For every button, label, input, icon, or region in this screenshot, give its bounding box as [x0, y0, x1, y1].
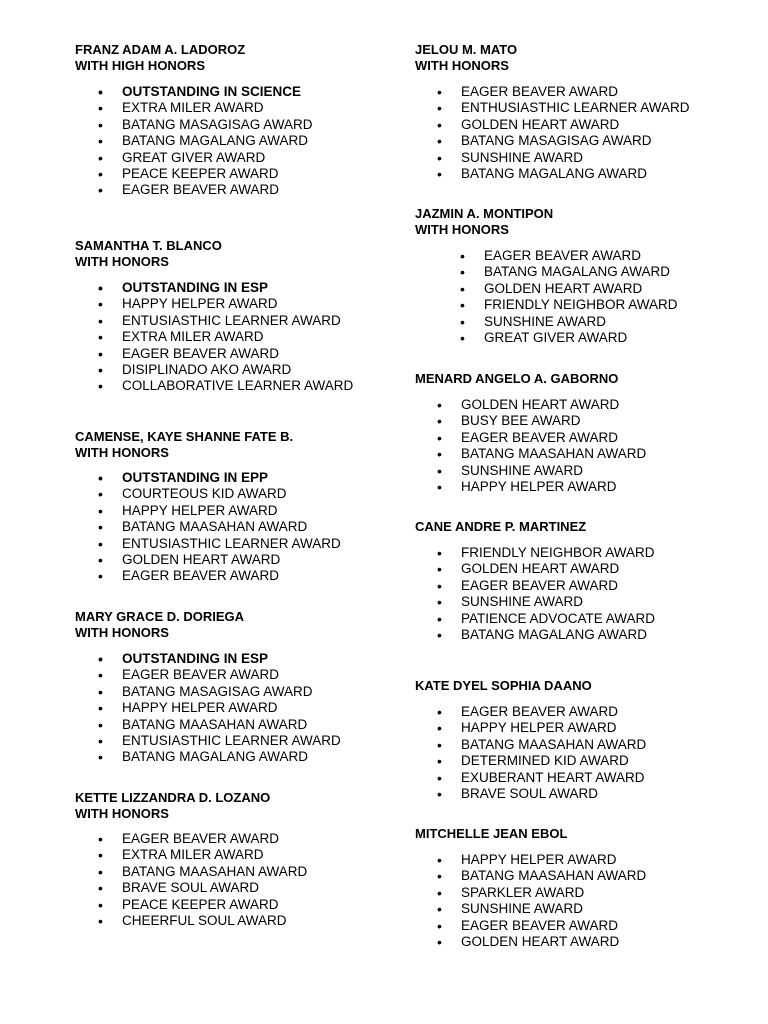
award-item: • EAGER BEAVER AWARD: [461, 84, 690, 100]
award-item: • BATANG MAGALANG AWARD: [122, 749, 341, 765]
award-item: • EAGER BEAVER AWARD: [122, 568, 341, 584]
student-name: MARY GRACE D. DORIEGA: [75, 609, 245, 624]
award-item: • SUNSHINE AWARD: [461, 463, 646, 479]
student-name: MITCHELLE JEAN EBOL: [415, 826, 568, 841]
student-entry: [75, 238, 222, 270]
special-award-item: • OUTSTANDING IN ESP: [122, 651, 341, 667]
award-item: • BATANG MASAGISAG AWARD: [461, 133, 690, 149]
award-item: • EXTRA MILER AWARD: [122, 100, 313, 116]
award-item: • BATANG MAASAHAN AWARD: [461, 868, 646, 884]
award-item: • DISIPLINADO AKO AWARD: [122, 362, 353, 378]
award-item: • EAGER BEAVER AWARD: [461, 578, 655, 594]
award-item: • PATIENCE ADVOCATE AWARD: [461, 611, 655, 627]
student-entry: [415, 678, 592, 694]
award-list: [122, 831, 307, 929]
honor-level: WITH HIGH HONORS: [75, 58, 205, 73]
award-item: • GREAT GIVER AWARD: [484, 330, 678, 346]
award-item: • EAGER BEAVER AWARD: [461, 918, 646, 934]
award-item: • GOLDEN HEART AWARD: [461, 397, 646, 413]
award-item: • HAPPY HELPER AWARD: [122, 700, 341, 716]
award-item: • BATANG MAGALANG AWARD: [461, 627, 655, 643]
award-item: • BATANG MAASAHAN AWARD: [122, 717, 341, 733]
award-item: • COURTEOUS KID AWARD: [122, 486, 341, 502]
award-item: • ENTHUSIASTHIC LEARNER AWARD: [461, 100, 690, 116]
award-list: [484, 248, 678, 346]
award-item: • HAPPY HELPER AWARD: [461, 852, 646, 868]
award-item: • GOLDEN HEART AWARD: [461, 561, 655, 577]
award-item: • BRAVE SOUL AWARD: [122, 880, 307, 896]
student-name: CAMENSE, KAYE SHANNE FATE B.: [75, 429, 294, 444]
award-item: • EAGER BEAVER AWARD: [122, 831, 307, 847]
student-entry: [415, 206, 553, 238]
student-entry: [75, 429, 293, 461]
award-item: • GREAT GIVER AWARD: [122, 150, 313, 166]
award-item: • EAGER BEAVER AWARD: [484, 248, 678, 264]
award-item: • GOLDEN HEART AWARD: [461, 934, 646, 950]
student-entry: [75, 42, 245, 74]
award-item: • HAPPY HELPER AWARD: [461, 720, 646, 736]
student-name: CANE ANDRE P. MARTINEZ: [415, 519, 587, 534]
honor-level: WITH HONORS: [415, 58, 509, 73]
award-item: • SUNSHINE AWARD: [461, 150, 690, 166]
award-list: [461, 397, 646, 495]
award-item: • ENTUSIASTHIC LEARNER AWARD: [122, 536, 341, 552]
student-name: JELOU M. MATO: [415, 42, 518, 57]
award-item: • SUNSHINE AWARD: [461, 594, 655, 610]
student-entry: [415, 826, 567, 842]
award-item: • BATANG MAGALANG AWARD: [461, 166, 690, 182]
award-item: • BATANG MAASAHAN AWARD: [122, 864, 307, 880]
award-item: • ENTUSIASTHIC LEARNER AWARD: [122, 733, 341, 749]
award-list: [122, 84, 313, 199]
award-item: • EXUBERANT HEART AWARD: [461, 770, 646, 786]
award-list: [122, 651, 341, 766]
student-entry: [415, 371, 618, 387]
award-item: • BATANG MAGALANG AWARD: [122, 133, 313, 149]
award-item: • DETERMINED KID AWARD: [461, 753, 646, 769]
award-item: • BATANG MAGALANG AWARD: [484, 264, 678, 280]
award-item: • GOLDEN HEART AWARD: [122, 552, 341, 568]
student-name: SAMANTHA T. BLANCO: [75, 238, 222, 253]
award-list: [122, 280, 353, 395]
student-name: KATE DYEL SOPHIA DAANO: [415, 678, 592, 693]
award-item: • EAGER BEAVER AWARD: [461, 430, 646, 446]
award-item: • PEACE KEEPER AWARD: [122, 166, 313, 182]
award-item: • GOLDEN HEART AWARD: [461, 117, 690, 133]
student-entry: [415, 42, 517, 74]
student-entry: [415, 519, 586, 535]
award-item: • EAGER BEAVER AWARD: [122, 667, 341, 683]
award-item: • BATANG MASAGISAG AWARD: [122, 117, 313, 133]
award-item: • EXTRA MILER AWARD: [122, 329, 353, 345]
award-item: • EAGER BEAVER AWARD: [122, 346, 353, 362]
student-name: MENARD ANGELO A. GABORNO: [415, 371, 619, 386]
student-entry: [75, 609, 244, 641]
honor-level: WITH HONORS: [75, 625, 169, 640]
award-item: • FRIENDLY NEIGHBOR AWARD: [461, 545, 655, 561]
honor-level: WITH HONORS: [75, 806, 169, 821]
award-item: • BATANG MAASAHAN AWARD: [461, 446, 646, 462]
award-item: • SPARKLER AWARD: [461, 885, 646, 901]
award-item: • CHEERFUL SOUL AWARD: [122, 913, 307, 929]
award-list: [461, 545, 655, 643]
award-item: • PEACE KEEPER AWARD: [122, 897, 307, 913]
special-award-item: • OUTSTANDING IN ESP: [122, 280, 353, 296]
award-item: • HAPPY HELPER AWARD: [122, 503, 341, 519]
award-item: • SUNSHINE AWARD: [484, 314, 678, 330]
award-item: • BATANG MAASAHAN AWARD: [461, 737, 646, 753]
award-item: • EAGER BEAVER AWARD: [122, 182, 313, 198]
award-item: • ENTUSIASTHIC LEARNER AWARD: [122, 313, 353, 329]
award-item: • HAPPY HELPER AWARD: [461, 479, 646, 495]
award-item: • COLLABORATIVE LEARNER AWARD: [122, 378, 353, 394]
award-list: [461, 84, 690, 182]
special-award-item: • OUTSTANDING IN EPP: [122, 470, 341, 486]
award-item: • EXTRA MILER AWARD: [122, 847, 307, 863]
award-list: [461, 704, 646, 802]
award-item: • HAPPY HELPER AWARD: [122, 296, 353, 312]
student-entry: [75, 790, 270, 822]
award-item: • SUNSHINE AWARD: [461, 901, 646, 917]
award-item: • FRIENDLY NEIGHBOR AWARD: [484, 297, 678, 313]
award-item: • BATANG MASAGISAG AWARD: [122, 684, 341, 700]
award-list: [461, 852, 646, 950]
award-item: • BUSY BEE AWARD: [461, 413, 646, 429]
special-award-item: • OUTSTANDING IN SCIENCE: [122, 84, 313, 100]
student-name: JAZMIN A. MONTIPON: [415, 206, 554, 221]
honor-level: WITH HONORS: [75, 445, 169, 460]
honor-level: WITH HONORS: [415, 222, 509, 237]
award-list: [122, 470, 341, 585]
student-name: FRANZ ADAM A. LADOROZ: [75, 42, 246, 57]
award-item: • BATANG MAASAHAN AWARD: [122, 519, 341, 535]
student-name: KETTE LIZZANDRA D. LOZANO: [75, 790, 271, 805]
award-item: • GOLDEN HEART AWARD: [484, 281, 678, 297]
award-item: • EAGER BEAVER AWARD: [461, 704, 646, 720]
award-item: • BRAVE SOUL AWARD: [461, 786, 646, 802]
honor-level: WITH HONORS: [75, 254, 169, 269]
